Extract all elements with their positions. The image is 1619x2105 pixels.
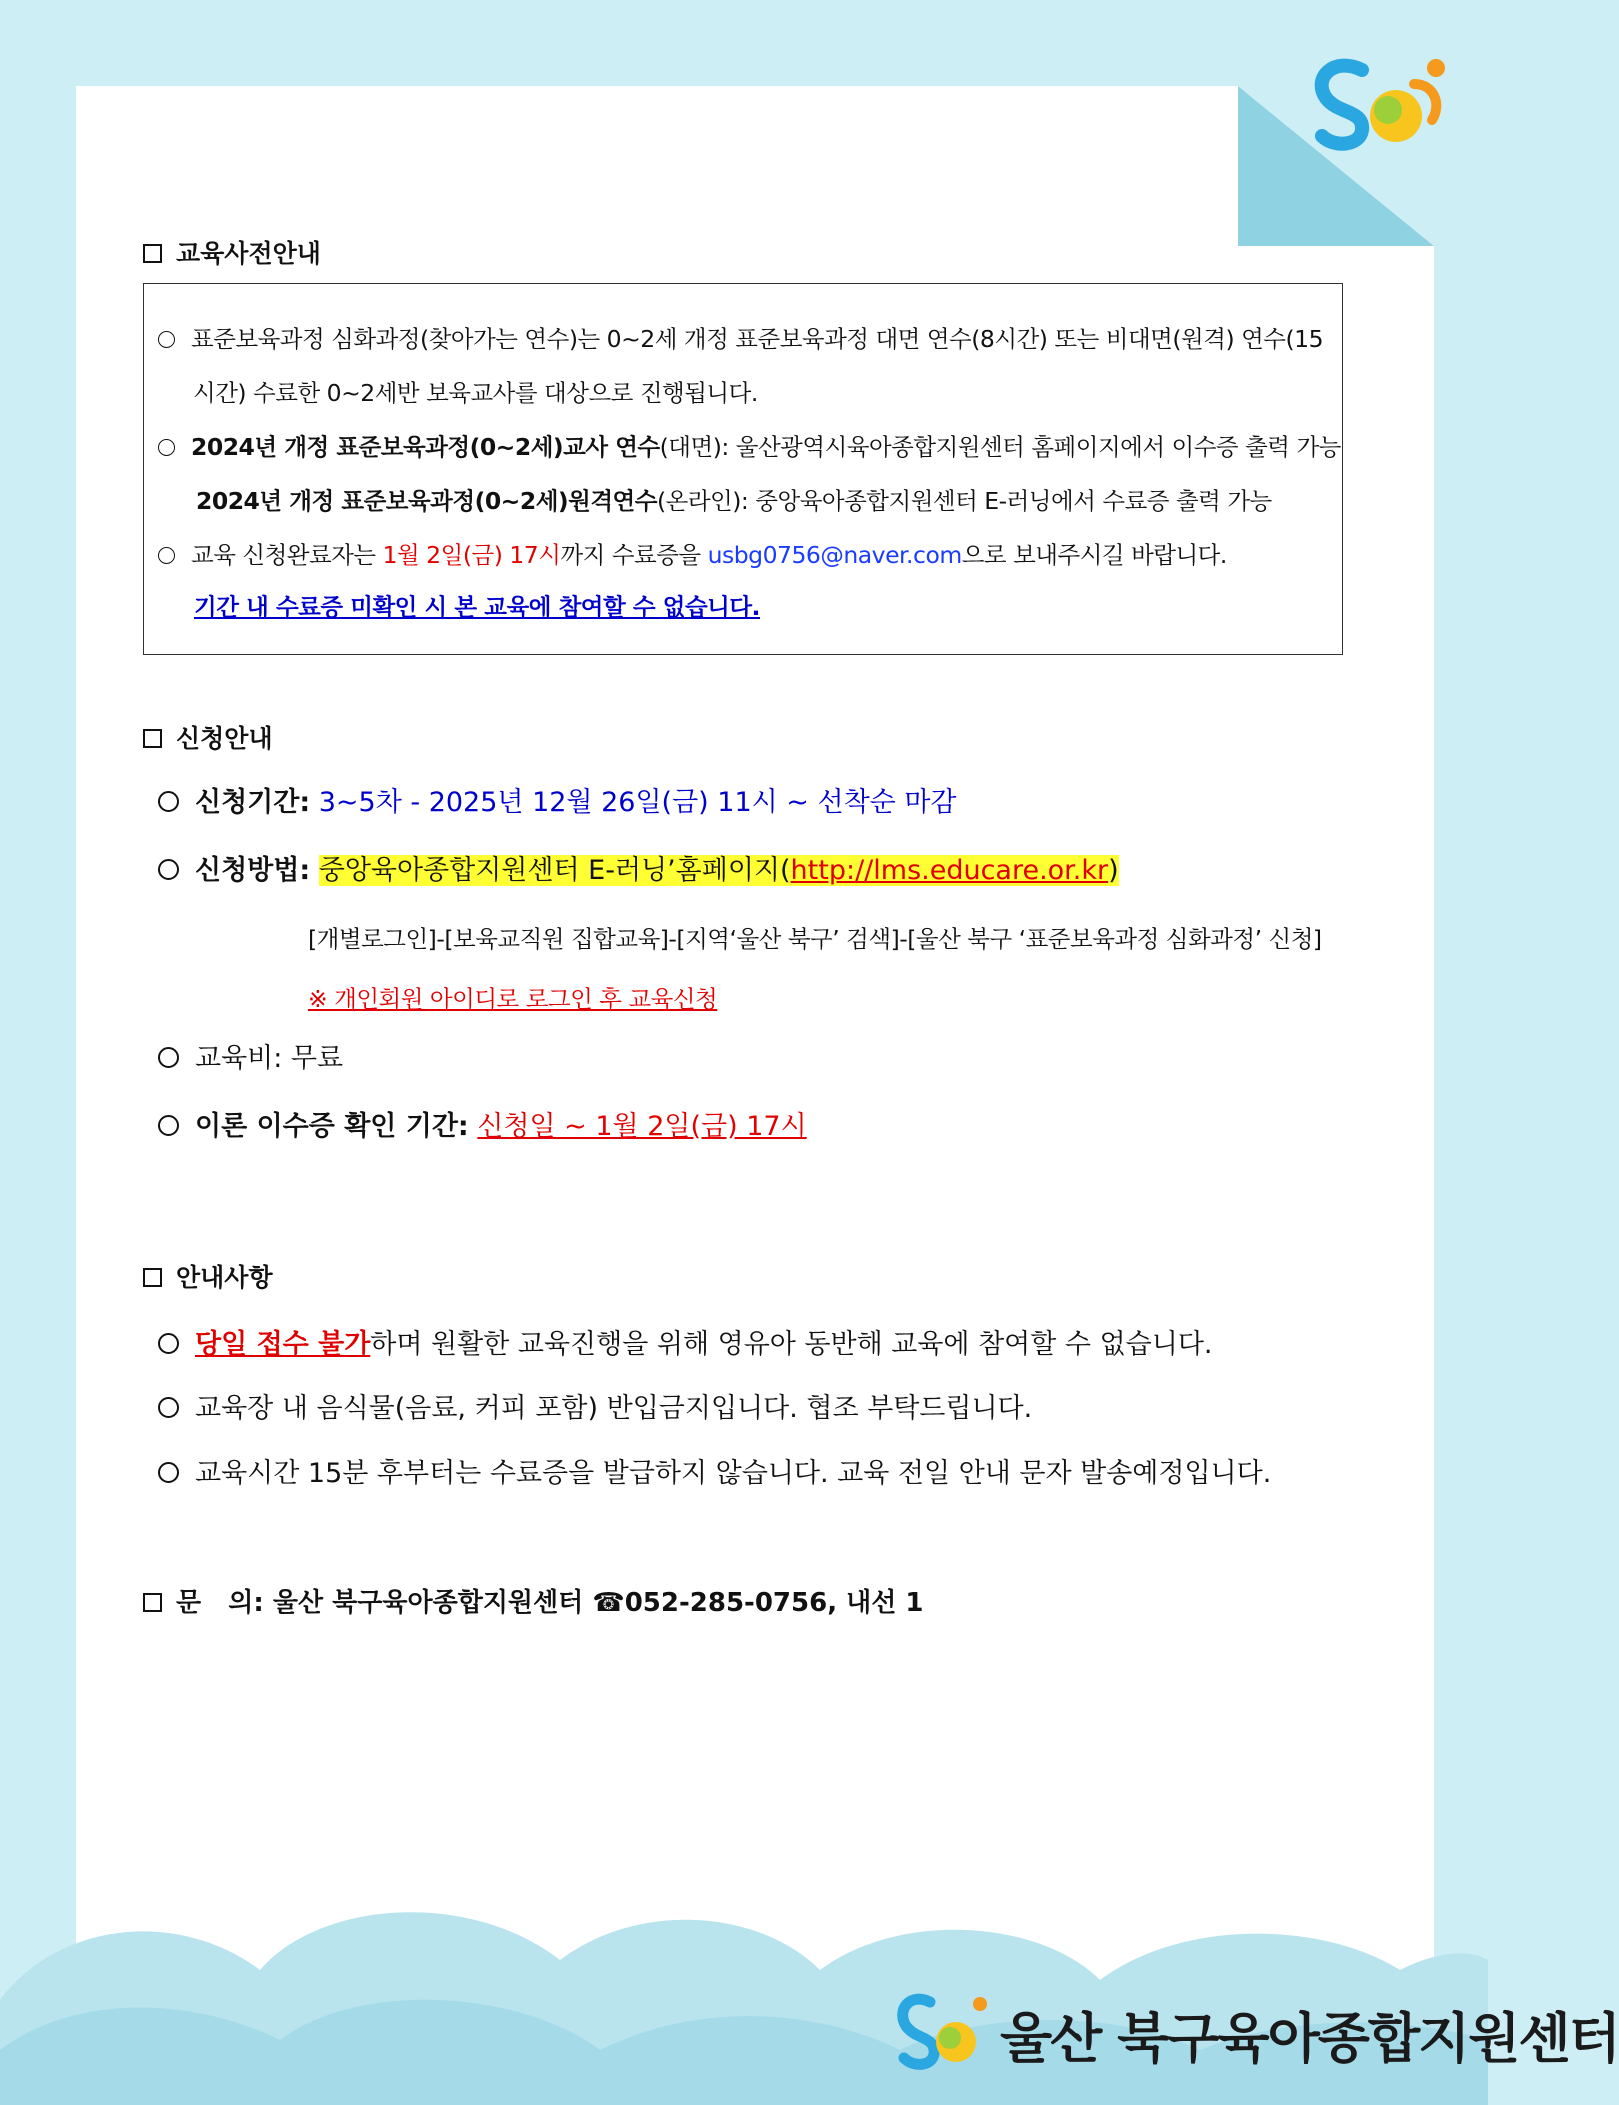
footer-logo-icon (892, 1986, 992, 2076)
checkbox-square-icon (143, 1593, 162, 1612)
application-period: 신청기간: 3~5차 - 2025년 12월 26일(금) 11시 ~ 선착순 마감 (158, 780, 957, 819)
education-fee: 교육비: 무료 (158, 1036, 343, 1075)
notice-item-1: 당일 접수 불가하며 원활한 교육진행을 위해 영유아 동반해 교육에 참여할 수 없습니다. (158, 1322, 1213, 1361)
application-method: 신청방법: 중앙육아종합지원센터 E-러닝’홈페이지(http://lms.educare.or.kr) (158, 848, 1119, 887)
bullet-circle-icon (158, 1462, 179, 1483)
bullet-circle-icon (158, 547, 175, 564)
bullet-circle-icon (158, 1047, 179, 1068)
bullet-circle-icon (158, 1115, 179, 1136)
checkbox-square-icon (143, 729, 162, 748)
pre-info-item-2: 2024년 개정 표준보육과정(0~2세)교사 연수(대면): 울산광역시육아종합지원센터 홈페이지에서 이수증 출력 가능 (158, 428, 1341, 462)
pre-info-item-3: 2024년 개정 표준보육과정(0~2세)원격연수(온라인): 중앙육아종합지원센터 E-러닝에서 수료증 출력 가능 (196, 487, 1272, 515)
section-heading-notice: 안내사항 (143, 1258, 273, 1294)
pre-info-item-1-cont: 시간) 수료한 0~2세반 보육교사를 대상으로 진행됩니다. (193, 379, 758, 407)
bullet-circle-icon (158, 859, 179, 880)
notice-item-3: 교육시간 15분 후부터는 수료증을 발급하지 않습니다. 교육 전일 안내 문자 발송예정입니다. (158, 1451, 1271, 1490)
bullet-circle-icon (158, 791, 179, 812)
notice-item-2: 교육장 내 음식물(음료, 커피 포함) 반입금지입니다. 협조 부탁드립니다. (158, 1386, 1032, 1425)
section-heading-pre-info: 교육사전안내 (143, 234, 321, 270)
bullet-circle-icon (158, 1397, 179, 1418)
footer-logo-text: 울산 북구육아종합지원센터 (1000, 2007, 1619, 2070)
application-path: [개별로그인]-[보육교직원 집합교육]-[지역‘울산 북구’ 검색]-[울산 북구 ‘표준보육과정 심화과정’ 신청] (308, 925, 1322, 953)
elearning-url-link[interactable]: http://lms.educare.or.kr (790, 855, 1109, 886)
pre-info-warning: 기간 내 수료증 미확인 시 본 교육에 참여할 수 없습니다. (194, 593, 760, 621)
pre-info-item-4: 교육 신청완료자는 1월 2일(금) 17시까지 수료증을 usbg0756@naver.com으로 보내주시길 바랍니다. (158, 536, 1227, 570)
login-note: ※ 개인회원 아이디로 로그인 후 교육신청 (308, 985, 718, 1013)
bullet-circle-icon (158, 331, 175, 348)
bullet-circle-icon (158, 439, 175, 456)
checkbox-square-icon (143, 244, 162, 263)
checkbox-square-icon (143, 1268, 162, 1287)
section-heading-application: 신청안내 (143, 719, 273, 755)
certificate-check-period: 이론 이수증 확인 기간: 신청일 ~ 1월 2일(금) 17시 (158, 1104, 807, 1143)
center-logo-icon (1304, 48, 1454, 158)
bullet-circle-icon (158, 1333, 179, 1354)
email-address[interactable]: usbg0756@naver.com (707, 541, 962, 569)
pre-info-item-1: 표준보육과정 심화과정(찾아가는 연수)는 0~2세 개정 표준보육과정 대면 연수(8시간) 또는 비대면(원격) 연수(15 (158, 320, 1323, 354)
contact-info: 문 의: 울산 북구육아종합지원센터 ☎052-285-0756, 내선 1 (143, 1582, 924, 1619)
